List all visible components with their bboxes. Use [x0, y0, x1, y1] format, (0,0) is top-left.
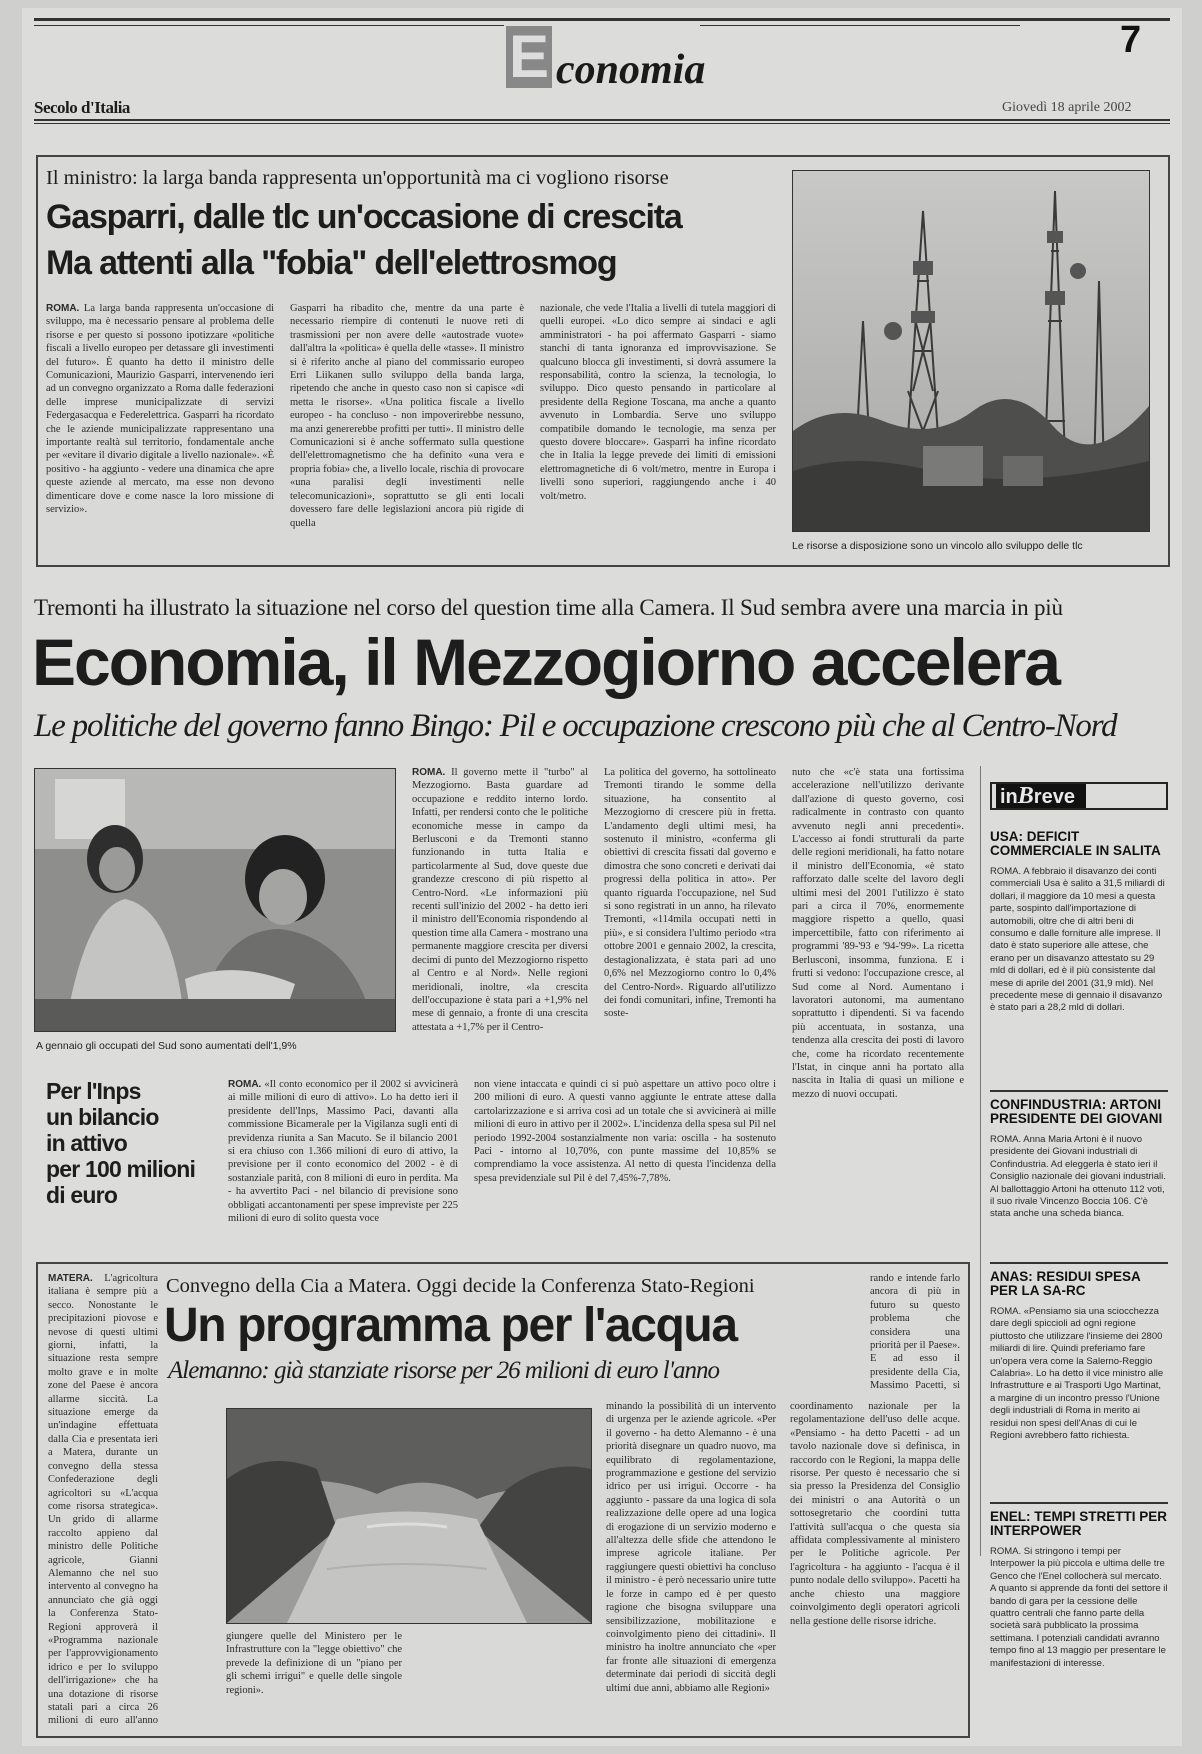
photo-workers-caption: A gennaio gli occupati del Sud sono aumentati dell'1,9% — [36, 1040, 297, 1052]
brief-text: ROMA. «Pensiamo sia una sciocchezza dare degli spiccioli ad ogni regione piuttosto che utilizzare l'insieme dei 2800 miliardi di lire. Quindi preferiamo fare un'opera vera come la Salerno-Reggio Calabria». Lo ha detto il vice ministro alle Infrastrutture e ai Trasporti Ugo Martinat, a margine di un incontro presso l'Unione degli industriali di Roma in merito ai residui non spesi dell'Anas di cui le Regioni avrebbero fatto richiesta. — [990, 1306, 1164, 1442]
article-acqua-right-col: rando e intende farlo ancora di più in futuro su questo problema che considera una priorità per il Paese». E ad esso il presidente della Cia, Massimo Pacetti, si — [870, 1273, 960, 1392]
article-acqua-col-1: giungere quelle del Ministero per le Infrastrutture con la "legge obiettivo" che prevede la definizione di un "piano per gli schemi irrigui" e quelle delle singole regioni». — [226, 1631, 402, 1696]
briefs-divider — [980, 766, 981, 1556]
issue-date: Giovedì 18 aprile 2002 — [1002, 100, 1132, 115]
article-mezzogiorno-text-1: Il governo mette il "turbo" al Mezzogiorno. Basta guardare ad occupazione e reddito interno lordo. Infatti, per rendersi conto che le politiche economiche messe in campo da Berlusconi e da Tremonti stanno funzionando in tutta Italia e particolarmente al Sud, dove queste due grandezze crescono di più rispetto al Centro-Nord. «Le informazioni più recenti sull'inizio del 2002 - ha detto ieri il ministro dell'Economia rispondendo al question time alla Camera - mostrano una permanente maggiore crescita per diversi decimi di punto del Mezzogiorno rispetto al Centro e al Nord». Nelle regioni meridionali, inoltre, «la crescita dell'occupazione è stata pari a +1,9% nel mese di gennaio, a fronte di una crescita attestata a +1,7% per il Centro- — [412, 767, 588, 1033]
brief-title: ANAS: RESIDUI SPESA PER LA SA-RC — [990, 1269, 1141, 1298]
article-inps-headline-line: per 100 milioni — [46, 1156, 196, 1182]
brief-text: ROMA. Anna Maria Artoni è il nuovo presidente dei Giovani industriali di Confindustria. Ad eleggerla è stato ieri il Consiglio nazionale dei giovani industriali. Al ballottaggio Artoni ha ottenuto 112 voti, il suo rivale Vincenzo Boccia 106. C'è stata anche una scheda bianca. — [990, 1134, 1166, 1220]
article-acqua-col-2: minando la possibilità di un intervento di urgenza per le aziende agricole. «Per il governo - ha detto Alemanno - è una priorità disegnare un quadro nuovo, ma equilibrato di regolamentazione, programmazione e gestione del servizio idrico per usi irrigui. Occorre - ha aggiunto - passare da una logica di sola realizzazione delle opere ad una logica di erogazione di un servizio moderno e all'altezza delle sfide che attendono le imprese agricole italiane. Per raggiungere questi obiettivi ha concluso il ministro - è però necessario unire tutte le forze in campo ed è per questo ragione che bisogna sviluppare una sensibilizzazione, mobilitazione e coinvolgimento pieno dei cittadini». Il ministro ha inoltre annunciato che «per far fronte alle situazioni di emergenza determinate dai periodi di siccità degli ultimi due anni, abbiamo alle Regioni» — [606, 1401, 776, 1694]
brief-title: CONFINDUSTRIA: ARTONI PRESIDENTE DEI GIOVANI — [990, 1097, 1163, 1126]
article-acqua-kicker: Convegno della Cia a Matera. Oggi decide la Conferenza Stato-Regioni — [166, 1275, 755, 1297]
article-inps-headline — [46, 1078, 216, 1208]
photo-river — [226, 1408, 592, 1624]
article-mezzogiorno-subhead: Le politiche del governo fanno Bingo: Pil e occupazione crescono più che al Centro-Nord — [34, 708, 1117, 744]
section-title: conomia — [556, 47, 706, 93]
dateline: ROMA. — [412, 767, 446, 778]
photo-antenna-caption: Le risorse a disposizione sono un vincolo allo sviluppo delle tlc — [792, 540, 1083, 552]
article-gasparri-headline-2: Ma attenti alla "fobia" dell'elettrosmog — [46, 244, 617, 282]
brief-usa — [990, 830, 1168, 1015]
dateline: MATERA. — [48, 1273, 93, 1284]
article-gasparri-col-3: nazionale, che vede l'Italia a livelli di tutela maggiori di quelli europei. «Lo dico sempre ai sindaci e agli amministratori - ha poi affermato Gasparri - siamo stanchi di tanta ignoranza ed improvvisazione. Se qualcuno blocca gli investimenti, si dovrà assumere la responsabilità, contro la scienza, la tecnologia, lo sviluppo. Dico questo pensando in particolare al presidente della Regione Toscana, ma anche a quanto avvenuto in Lombardia. Serve uno sviluppo compatibile domando le tecnologie, ma senza per questo dovere bloccare». Gasparri ha infine ricordato che in Italia la legge prevede dei limiti di emissioni elettromagnetiche di 6 volt/metro, mentre in Europa i livelli sono superiori, raggiungendo anche i 40 volt/metro. — [540, 303, 776, 502]
article-inps-headline-line: Per l'Inps — [46, 1078, 141, 1104]
brief-anas — [990, 1270, 1168, 1442]
masthead-rule-thin — [34, 123, 1170, 124]
brief-text: ROMA. Si stringono i tempi per Interpower la più piccola e ultima delle tre Genco che l'Enel collocherà sul mercato. A quanto si apprende da fonti del settore il bando di gara per la cessione delle quattro centrali che fanno parte della società sarà pubblicato la prossima settimana. I potenziali candidati avranno tempo fino al 13 maggio per presentare le manifestazioni di interesse. — [990, 1546, 1168, 1669]
top-rule — [34, 18, 1170, 21]
article-inps-text-1: «Il conto economico per il 2002 si avvicinerà ai mille milioni di euro di attivo». Lo ha detto ieri il presidente dell'Inps, Massimo Paci, davanti alla commissione Bicamerale per la Vigilanza sugli enti di previdenza riunita a San Macuto. Se il bilancio 2001 si era chiuso con 1.366 milioni di euro di attivo, la previsione per il conto economico del 2002 - è di sostanziale parità, con 8 milioni di euro in perdita. Ma - ha avvertito Paci - nel bilancio di previsione sono obbligati accantonamenti per spese impreviste per 225 milioni di euro di solito questa voce — [228, 1079, 458, 1225]
article-inps-col-1 — [228, 1078, 458, 1230]
brief-confindustria — [990, 1098, 1168, 1221]
article-mezzogiorno-headline: Economia, il Mezzogiorno accelera — [32, 625, 1059, 699]
article-acqua-headline: Un programma per l'acqua — [164, 1299, 737, 1352]
briefs-logo-mark — [996, 784, 1086, 808]
article-mezzogiorno-col-2: La politica del governo, ha sottolineato Tremonti tirando le somme della situazione, ha consentito al Mezzogiorno di crescere più in fretta. L'andamento degli ultimi mesi, ha sostenuto il ministro, «conferma gli obiettivi di crescita fissati dal governo e dimostra che sono concreti e derivati dai progressi della politica in atto». Per quanto riguarda l'occupazione, nel Sud si sono registrati in un anno, ha rilevato Tremonti, «114mila occupati netti in più», e si considera l'ultimo periodo «tra ottobre 2001 e gennaio 2002, la crescita, destagionalizzata, è stata pari ad uno 0,6% nel Mezzogiorno contro lo 0,4% del Centro-Nord». Riguardo all'utilizzo dei fondi comunitari, infine, Tremonti ha soste- — [604, 767, 776, 1020]
brief-text: ROMA. A febbraio il disavanzo dei conti commerciali Usa è salito a 31,5 miliardi di dollari, il maggiore da 10 mesi a questa parte, sospinto dall'importazione di automobili, oltre che di altri beni di consumo e dalle forniture alle imprese. Il dato è stato superiore alle attese, che erano per un disavanzo attestato su 29 mld di dollari, ed è il più consistente dal mese di aprile del 2001 (31,9 mld). Nel precedente mese di gennaio il disavanzo è stato pari a 28,2 mld di dollari. — [990, 866, 1165, 1014]
photo-antenna-towers — [792, 170, 1150, 532]
briefs-logo-reve: reve — [1033, 786, 1075, 808]
article-inps-headline-line: in attivo — [46, 1130, 127, 1156]
article-acqua-col-3: coordinamento nazionale per la regolamentazione dell'uso delle acque. «Pensiamo - ha detto Pacetti - ad un tavolo nazionale dove si definisca, in raccordo con le Regioni, la mappa delle risorse. Per questo è necessario che si sia presso la Presidenza del Consiglio dei ministri o ana Autorità o un sottosegretario che coordini tutta l'attività sull'acqua o che questa sia affidata complessivamente al ministero per le Politiche agricole. Per l'agricoltura - ha aggiunto - l'acqua è il punto nodale dello sviluppo». Pacetti ha anche chiesto una maggiore coinvolgimento degli operatori agricoli nella gestione delle risorse idriche. — [790, 1401, 960, 1627]
article-mezzogiorno-col-1 — [412, 766, 588, 1048]
article-inps-col-2: non viene intaccata e quindi ci si può aspettare un attivo poco oltre i 200 milioni di euro. A questi vanno aggiunte le entrate attese dalla cartolarizzazione e si arriva così ad un totale che si avvicinerà ai mille milioni di euro in attivo per il 2002». L'incidenza della spesa sul Pil nel periodo 1992-2004 sostanzialmente non varia: oscilla - ha sostenuto Paci - intorno al 10,70%, con punte massime del 10,85% se comprendiamo la voce assistenza. Al netto di questa l'incidenza della spesa previdenziale sul Pil è del 7,45%-7,78%. — [474, 1079, 776, 1184]
masthead-rule — [34, 119, 1170, 121]
article-acqua-left-text: L'agricoltura italiana è sempre più a secco. Nonostante le precipitazioni piovose e nevose di questi ultimi giorni, infatti, la situazione resta sempre molto grave e in molte zone del Paese è ancora allarme siccità. La situazione emerge da un'indagine effettuata dalla Cia e presentata ieri a Matera, durante un convegno della stessa Confederazione degli agricoltori su «L'acqua come risorsa strategica». Un grido di allarme raccolto appieno dal ministro delle Politiche agricole, Gianni Alemanno che nel suo intervento al convegno ha annunciato che già oggi la Conferenza Stato-Regioni approverà il «Programma nazionale per l'approvvigionamento idrico e per lo sviluppo dell'irrigazione» che ha una dotazione di risorse statali pari a circa 26 milioni di euro all'anno — [48, 1273, 158, 1727]
newspaper-name: Secolo d'Italia — [34, 98, 130, 117]
dateline: ROMA. — [228, 1079, 262, 1090]
briefs-logo-in: in — [1000, 786, 1018, 808]
article-acqua-left-col — [48, 1272, 158, 1728]
article-inps-headline-line: un bilancio — [46, 1104, 159, 1130]
article-gasparri-col-2: Gasparri ha ribadito che, mentre da una parte è necessario riempire di contenuti le nuove reti di trasmissioni per non avere delle «autostrade vuote» dall'altra la «politica» è quella delle «tasse». Il ministro si è riferito anche al piano del commissario europeo Erri Liikanen sullo sviluppo della banda larga, ripetendo che anche in questo caso non si capisce «di metta le risorse». «Una politica fiscale a livello europeo - ha concluso - non impoverirebbe nessuno, ma anzi genererebbe profitti per tutti». Il ministro delle Comunicazioni si è anche soffermato sulla questione dell'elettromagnetismo che ha definito «una vera e propria fobia» che, a livello locale, rischia di provocare «una paralisi degli investimenti nelle telecomunicazioni», soprattutto se gli enti locali dovessero fare delle legislazioni ancora più rigide di quella — [290, 303, 524, 529]
article-gasparri-text-1: La larga banda rappresenta un'occasione di sviluppo, ma è necessario pensare al problema delle risorse e per questo si possono ipotizzare «politiche fiscali a livello europeo per detassare gli investimenti del futuro». È quanto ha detto il ministro delle Comunicazioni, Maurizio Gasparri, intervenendo ieri ad un convegno organizzato a Roma dalle federazioni delle imprese municipalizzate di servizi Federgasacqua e Federelettrica. Gasparri ha ricordato che le aziende municipalizzate rappresentano una importante realtà sul territorio, fondamentale anche per «evitare il divario digitale a livello nazionale». «È positivo - ha aggiunto - vedere una dinamica che apre queste aziende al mercato, ma esse non devono dimenticare dove e come nasce la loro missione di servizio». — [46, 303, 274, 516]
brief-separator — [990, 1262, 1168, 1264]
photo-workers — [34, 768, 396, 1032]
briefs-logo — [990, 782, 1168, 810]
top-thin-rule-left — [34, 25, 504, 26]
page-number: 7 — [1120, 19, 1142, 61]
article-acqua-subhead: Alemanno: già stanziate risorse per 26 milioni di euro l'anno — [168, 1357, 720, 1384]
article-gasparri-headline-1: Gasparri, dalle tlc un'occasione di crescita — [46, 198, 682, 236]
article-gasparri-col-1 — [46, 302, 274, 560]
article-mezzogiorno-kicker: Tremonti ha illustrato la situazione nel corso del question time alla Camera. Il Sud sembra avere una marcia in più — [34, 595, 1063, 620]
brief-separator — [990, 1090, 1168, 1092]
article-mezzogiorno-col-3: nuto che «c'è stata una fortissima accelerazione nell'utilizzo derivante dall'azione di questo governo, così radicalmente in contrasto con quanto avvenuto negli anni precedenti». L'accesso ai fondi strutturali da parte delle regioni meridionali, ha fatto notare il ministro dell'Economia, «è stato rafforzato dalle scelte del lavoro degli ultimi mesi del 2001 l'utilizzo è stato pari a circa il 70%, enormemente maggiore rispetto a quello, quasi impercettibile, fatto con riferimento ai programmi '89-'93 e '94-'99». La ricetta Berlusconi, insomma, funziona. E i frutti si vedono: l'occupazione cresce, al Sud come al Nord. Aumentano i lavoratori autonomi, ma aumentano soprattutto i dipendenti. Si va facendo più accentuata, in sostanza, una tendenza alla crescita dei posti di lavoro che, come ha ricordato recentemente l'Istat, in cinque anni ha portato alla nascita in Italia di quasi un milione e mezzo di nuovi occupati. — [792, 767, 964, 1100]
briefs-logo-b: B — [1017, 783, 1034, 809]
top-thin-rule-right — [700, 25, 1020, 26]
section-initial-block: E — [506, 26, 552, 88]
dateline: ROMA. — [46, 303, 80, 314]
brief-title: ENEL: TEMPI STRETTI PER INTERPOWER — [990, 1509, 1168, 1538]
brief-enel — [990, 1510, 1168, 1670]
brief-title: USA: DEFICIT COMMERCIALE IN SALITA — [990, 829, 1161, 858]
brief-separator — [990, 1502, 1168, 1504]
article-inps-headline-line: di euro — [46, 1182, 118, 1208]
article-gasparri-kicker: Il ministro: la larga banda rappresenta un'opportunità ma ci vogliono risorse — [46, 167, 669, 189]
